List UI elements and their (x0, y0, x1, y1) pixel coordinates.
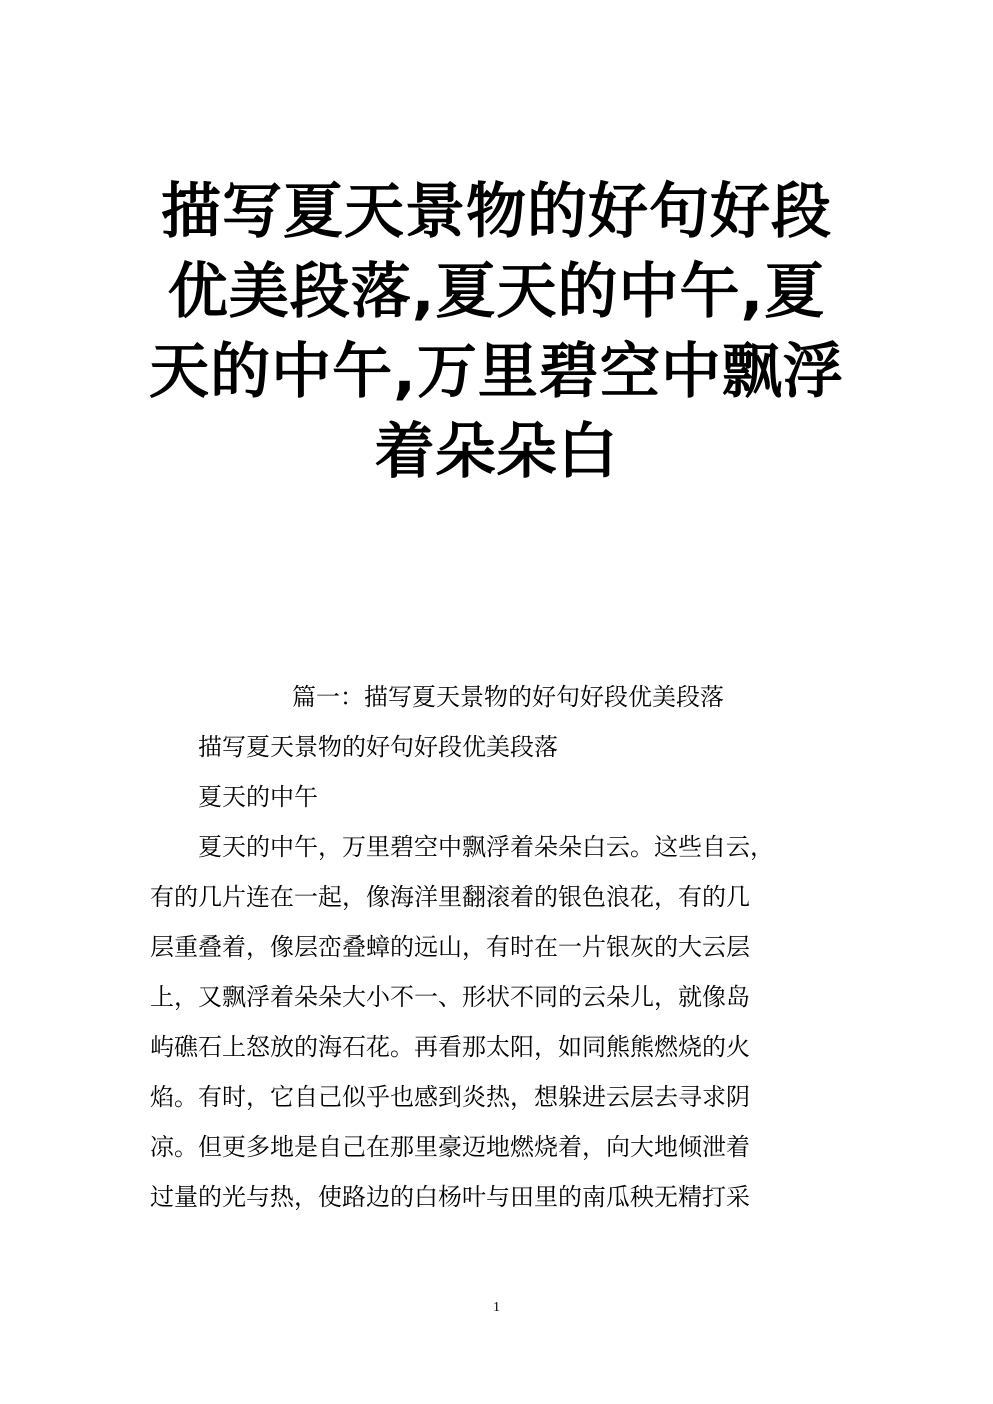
page-number: 1 (493, 1300, 500, 1315)
title-line: 着朵朵白 (374, 417, 619, 487)
paragraph-line: 焰。有时，它自己似乎也感到炎热，想躲进云层去寻求阴 (150, 1083, 750, 1111)
paragraph-line: 夏天的中午，万里碧空中飘浮着朵朵白云。这些自云， (198, 833, 774, 861)
document-title (140, 172, 853, 492)
subheading: 描写夏天景物的好句好段优美段落 (198, 733, 558, 761)
paragraph-line: 层重叠着，像层峦叠蟑的远山，有时在一片银灰的大云层 (150, 933, 750, 961)
title-line: 天的中午,万里碧空中飘浮 (149, 337, 844, 407)
paragraph-line: 上，又飘浮着朵朵大小不一、形状不同的云朵儿，就像岛 (150, 983, 750, 1011)
paragraph-line: 过量的光与热，使路边的白杨叶与田里的南瓜秧无精打采 (150, 1183, 750, 1211)
title-line: 描写夏天景物的好句好段 (161, 177, 832, 247)
document-body (150, 672, 830, 1222)
section-heading: 篇一：描写夏天景物的好句好段优美段落 (292, 683, 724, 711)
paragraph-line: 有的几片连在一起，像海洋里翻滚着的银色浪花，有的几 (150, 883, 750, 911)
paragraph-line: 凉。但更多地是自己在那里豪迈地燃烧着，向大地倾泄着 (150, 1133, 750, 1161)
paragraph-line: 屿礁石上怒放的海石花。再看那太阳，如同熊熊燃烧的火 (150, 1033, 750, 1061)
paragraph (150, 822, 830, 1222)
subsection-title: 夏天的中午 (198, 783, 318, 811)
title-line: 优美段落,夏天的中午,夏 (167, 257, 826, 327)
